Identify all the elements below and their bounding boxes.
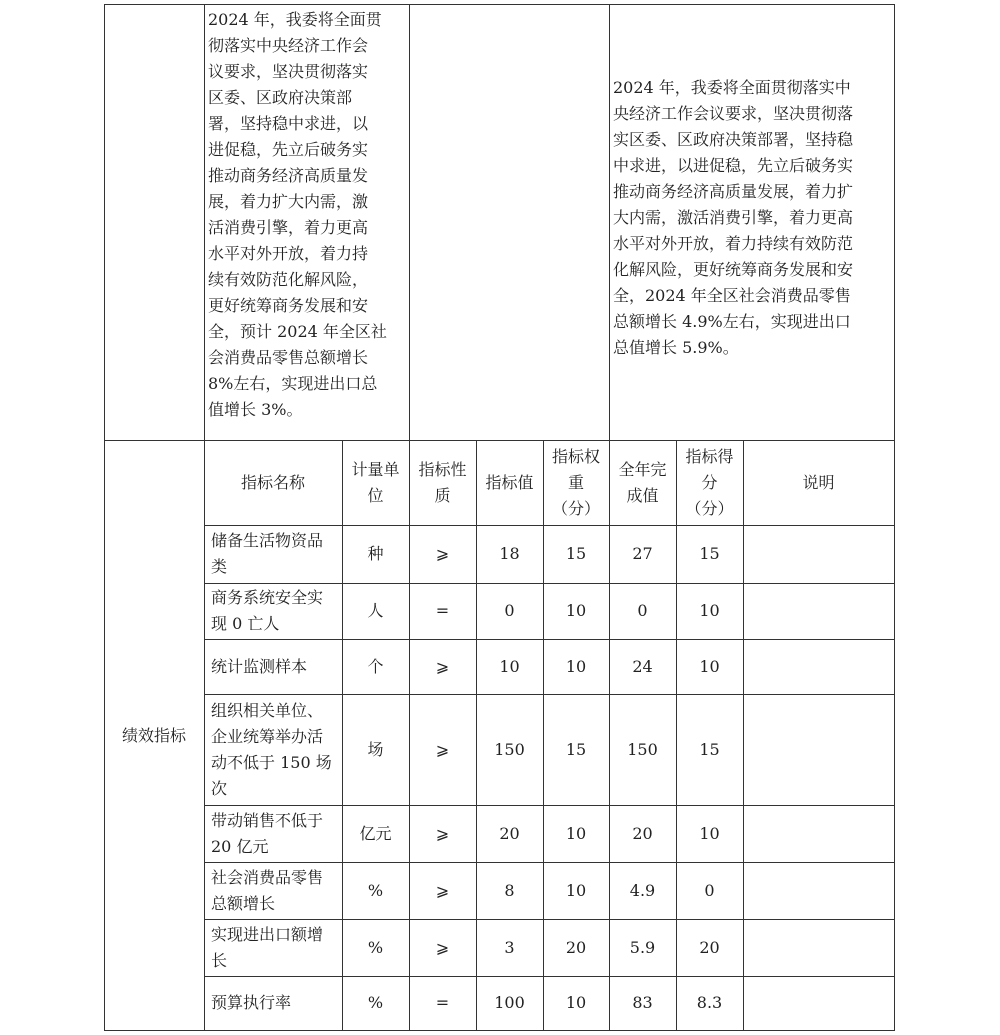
row2-score: 10 (699, 601, 720, 620)
row3-nature: ⩾ (435, 656, 450, 676)
header-unit: 计量单 位 (351, 459, 400, 505)
row3-unit: 个 (367, 656, 384, 676)
header-value: 指标值 (485, 472, 534, 492)
actual-result-text: 2024 年，我委将全面贯彻落实中 央经济工作会议要求，坚决贯彻落 实区委、区政府决策部署，坚持稳 中求进，以进促稳，先立后破务实 推动商务经济高质量发展，着力扩 大内需，激活消费引擎，着力更高 水平对外开放，着力持续有效防范 化解风险，更好统筹商务发展和安 全，2024 年全区社会消费品零售 总额增长 4.9%左右，实现进出口 总值增长 5.9%。 (613, 78, 854, 357)
row1-weight: 15 (565, 544, 587, 563)
row3-completed: 24 (632, 656, 653, 676)
row6-nature: ⩾ (435, 880, 450, 900)
row7-name: 实现进出口额增 长 (211, 924, 324, 970)
row1-name: 储备生活物资品 类 (211, 531, 324, 576)
row4-value: 150 (494, 739, 525, 759)
row7-nature: ⩾ (435, 937, 450, 957)
rule-right (894, 4, 895, 1031)
row2-weight: 10 (565, 601, 587, 620)
row6-completed: 4.9 (629, 880, 656, 900)
row8-note (743, 976, 894, 1030)
row8-completed: 83 (632, 993, 653, 1012)
row7-note (743, 919, 894, 976)
row6-score: 0 (704, 880, 715, 900)
section-label: 绩效指标 (121, 725, 186, 745)
row3-score: 10 (699, 656, 720, 676)
row8-weight: 10 (565, 993, 587, 1012)
row2-nature: = (435, 601, 450, 620)
row2-note (743, 583, 894, 639)
row8-value: 100 (494, 993, 525, 1012)
header-score: 指标得 分 （分） (685, 446, 734, 518)
row5-unit: 亿元 (359, 823, 392, 843)
row2-completed: 0 (637, 601, 648, 620)
row2-unit: 人 (367, 601, 384, 620)
row5-value: 20 (499, 823, 520, 843)
row1-completed: 27 (632, 544, 653, 563)
row1-value: 18 (499, 544, 520, 563)
row7-score: 20 (699, 937, 720, 957)
header-completed: 全年完 成值 (618, 459, 667, 505)
row7-weight: 20 (565, 937, 587, 957)
row3-name: 统计监测样本 (211, 656, 308, 676)
row4-unit: 场 (367, 739, 384, 759)
row4-score: 15 (699, 739, 720, 759)
row8-score: 8.3 (696, 993, 723, 1012)
row4-weight: 15 (565, 739, 587, 759)
plan-target-text: 2024 年，我委将全面贯 彻落实中央经济工作会 议要求，坚决贯彻落实 区委、区政府决策部 署，坚持稳中求进，以 进促稳，先立后破务实 推动商务经济高质量发 展，着力扩大内需，激 活消费引擎，着力更高 水平对外开放，着力持 续有效防范化解风险， 更好统筹商务发展和安 全，预计 2024 年全区社 会消费品零售总额增长 8%左右，实现进出口总 值增长 3%。 (208, 10, 387, 419)
row1-unit: 种 (367, 544, 384, 563)
header-name: 指标名称 (240, 472, 305, 492)
row3-weight: 10 (565, 656, 587, 676)
row1-score: 15 (699, 544, 720, 563)
row7-completed: 5.9 (629, 937, 656, 957)
header-weight: 指标权 重 （分） (551, 446, 600, 518)
row3-note (743, 639, 894, 694)
row5-completed: 20 (632, 823, 653, 843)
row5-weight: 10 (565, 823, 587, 843)
row8-nature: = (435, 993, 450, 1012)
row6-weight: 10 (565, 880, 587, 900)
row5-note (743, 805, 894, 862)
row8-name: 预算执行率 (211, 993, 292, 1012)
rule-bottom (104, 1030, 894, 1031)
row7-unit: % (367, 937, 384, 957)
row6-note (743, 862, 894, 919)
row4-name: 组织相关单位、 企业统筹举办活 动不低于 150 场 次 (211, 700, 332, 798)
header-nature: 指标性 质 (418, 459, 467, 505)
row6-name: 社会消费品零售 总额增长 (211, 867, 324, 913)
row5-name: 带动销售不低于 20 亿元 (211, 810, 324, 856)
row6-unit: % (367, 880, 384, 900)
row2-value: 0 (504, 601, 515, 620)
row4-nature: ⩾ (435, 739, 450, 759)
rule-top (104, 4, 894, 5)
row6-value: 8 (504, 880, 515, 900)
header-note: 说明 (802, 472, 835, 492)
row5-score: 10 (699, 823, 720, 843)
row4-note (743, 694, 894, 805)
row1-nature: ⩾ (435, 544, 450, 563)
row7-value: 3 (504, 937, 515, 957)
row2-name: 商务系统安全实 现 0 亡人 (211, 588, 324, 633)
row8-unit: % (367, 993, 384, 1012)
row1-note (743, 525, 894, 583)
row4-completed: 150 (627, 739, 658, 759)
row5-nature: ⩾ (435, 823, 450, 843)
row3-value: 10 (499, 656, 520, 676)
